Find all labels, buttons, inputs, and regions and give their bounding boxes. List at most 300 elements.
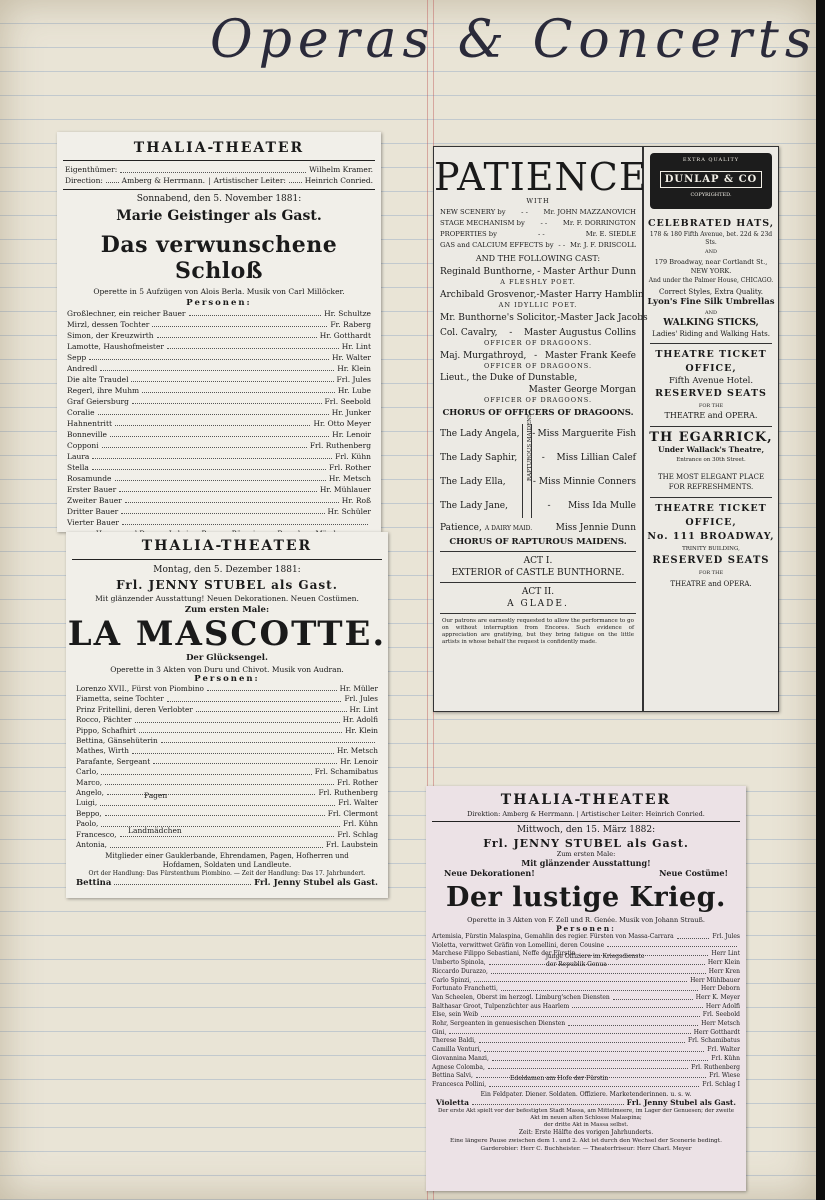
role-name: Mirzl, dessen Tochter xyxy=(67,320,150,330)
actor-name: Frl. Walter xyxy=(707,1046,740,1054)
role-name: Copponi xyxy=(67,441,99,451)
credit-name: Mr. J. F. DRISCOLL xyxy=(570,241,636,249)
cast-row xyxy=(432,933,740,942)
actor-name: Hr. Lint xyxy=(349,704,378,714)
performance-date: Sonnabend, den 5. November 1881: xyxy=(136,194,302,205)
guest-line: Frl. JENNY STUBEL als Gast. xyxy=(483,837,689,850)
cast-row xyxy=(67,330,371,341)
play-credit: Operette in 3 Akten von Duru und Chivot. Musik von Audran. xyxy=(110,665,344,674)
credit-name: Mr. JOHN MAZZANOVICH xyxy=(543,208,636,216)
role-name: Marchese Filippo Sebastiani, Neffe der Fürstin xyxy=(432,950,576,958)
role-name: Parafante, Sergeant xyxy=(76,756,151,766)
role-note: OFFICER OF DRAGOONS. xyxy=(483,362,593,370)
role-name: Balthasar Groot, Tulpenzüchter aus Haarlem xyxy=(432,1002,570,1010)
cast-row xyxy=(432,1055,740,1064)
cast-row xyxy=(67,484,371,495)
officers-note: junge Offiziere im Kriegsdienste der Republik Genua xyxy=(546,953,645,968)
new-decor: Neue Dekorationen! xyxy=(444,868,535,878)
actor-name: Herr K. Meyer xyxy=(695,993,740,1001)
role-name: Agnese Colomba, xyxy=(432,1063,485,1071)
role-name: Reginald Bunthorne, xyxy=(440,267,535,277)
actor-name: Hr. Metsch xyxy=(328,474,371,484)
actor-name: Master Jack Jacobs xyxy=(560,313,648,323)
role-name: Antonia, xyxy=(76,840,107,850)
cast-row xyxy=(432,1064,740,1073)
maiden-row: The Lady Jane, - Miss Ida Mulle xyxy=(440,494,636,518)
production-notes xyxy=(426,868,746,878)
actor-name: Frl. Ruthenberg xyxy=(691,1063,740,1071)
play-title: Das verwunschene Schloß xyxy=(100,232,338,285)
role-name: Vierter Bauer xyxy=(67,518,119,528)
actor-name: Hr. Gotthardt xyxy=(319,331,371,341)
ad-trinity: TRINITY BUILDING, xyxy=(682,545,740,552)
role-name: Großlechner, ein reicher Bauer xyxy=(67,309,186,319)
ad-ticket-office: THEATRE TICKET OFFICE, xyxy=(655,349,767,374)
ad-theatre-opera-2: THEATRE and OPERA. xyxy=(670,579,752,588)
actor-name: Master Frank Keefe xyxy=(544,351,636,361)
cast-row xyxy=(67,407,371,418)
divider xyxy=(440,582,636,583)
ensemble-line: Mitglieder einer Gauklerbande, Ehrendamen, Pagen, Hofherren und xyxy=(105,851,349,860)
play-subtitle: Der Glücksengel. xyxy=(186,653,268,663)
cast-row xyxy=(432,968,740,977)
actor-name: Frl. Kühn xyxy=(711,1054,740,1062)
cast-row xyxy=(67,451,371,462)
actor-name: Master Arthur Dunn xyxy=(542,267,636,277)
logo-copyright: COPYRIGHTED. xyxy=(690,192,732,198)
actor-name: Frl. Seebold xyxy=(324,397,371,407)
actor-name: Frl. Rother xyxy=(329,463,371,473)
role-name: Die alte Traudel xyxy=(67,375,129,385)
role-name: Bettina, Gänsehüterin xyxy=(76,736,158,746)
actor-name: Hr. Junker xyxy=(331,408,371,418)
pause-line: Eine längere Pause zwischen dem 1. und 2. Akt ist durch den Wechsel der Scenerie bedingt. xyxy=(450,1137,722,1144)
ad-broadway: No. 111 BROADWAY, xyxy=(647,530,775,542)
ad-umbrellas: Lyon's Fine Silk Umbrellas xyxy=(647,297,775,307)
actor-name: Frl. Walter xyxy=(338,798,378,808)
role-name: The Lady Angela, xyxy=(440,429,520,439)
role-name: The Lady Saphir, xyxy=(440,453,518,463)
role-name: Mr. Bunthorne's Solicitor, xyxy=(440,313,558,323)
maiden-row: The Lady Angela, - Miss Marguerite Fish xyxy=(440,422,636,446)
role-name: Coralie xyxy=(67,408,95,418)
cast-row xyxy=(432,1081,740,1090)
role-name: Laura xyxy=(67,452,90,462)
duke-entry xyxy=(434,372,642,404)
production-notes: Mit glänzender Ausstattung! Neuen Dekorationen. Neuen Costümen. xyxy=(95,594,359,603)
role-name: The Lady Jane, xyxy=(440,501,508,511)
maiden-row: The Lady Ella, - Miss Minnie Conners xyxy=(440,470,636,494)
role-name: Fortunato Franchetti, xyxy=(432,985,498,993)
cast-list xyxy=(434,266,648,370)
cast-row xyxy=(67,396,371,407)
cast-row xyxy=(432,1029,740,1038)
cast-row xyxy=(67,352,371,363)
actor-name: Hr. Lenoir xyxy=(332,430,371,440)
role-name: Lorenzo XVII., Fürst von Piombino xyxy=(76,684,204,693)
credit-name: Mr. F. DORRINGTON xyxy=(562,219,636,227)
divider xyxy=(63,189,375,190)
act-two: ACT II. xyxy=(521,587,555,597)
role-name: Graf Geiersburg xyxy=(67,397,129,407)
divider xyxy=(63,160,375,161)
role-name: Simon, der Kreuzwirth xyxy=(67,331,154,341)
divider xyxy=(440,613,636,614)
ad-and-2: AND xyxy=(705,309,717,316)
role-name: Umberto Spinola, xyxy=(432,959,486,967)
cast-entry: Reginald Bunthorne, - Master Arthur Dunn A FLESHLY POET. xyxy=(440,267,636,286)
role-name: Artemisia, Fürstin Malaspina, Gemahlin des regier. Fürsten von Massa-Carrara xyxy=(432,933,674,940)
cast-row xyxy=(432,994,740,1003)
theater-name: THALIA-THEATER xyxy=(141,538,313,554)
cast-row xyxy=(67,308,371,319)
theater-name: THALIA-THEATER xyxy=(500,792,672,808)
actor-name: Hr. Adolfi xyxy=(342,715,378,725)
actor-name: Frl. Jules xyxy=(336,375,371,385)
role-name: Bonneville xyxy=(67,430,107,440)
ad-city: NEW YORK. xyxy=(690,266,732,275)
actor-name: Herr Metsch xyxy=(701,1020,740,1028)
role-name: Rocco, Pächter xyxy=(76,715,132,725)
ad-entrance: Entrance on 30th Street. xyxy=(676,457,746,463)
cast-row xyxy=(67,363,371,374)
lead-actor: Frl. Jenny Stubel als Gast. xyxy=(254,877,378,888)
actor-name: Frl. Schlag I xyxy=(702,1080,740,1088)
cast-entry: Col. Cavalry, - Master Augustus Collins OFFICER OF DRAGOONS. xyxy=(440,328,636,347)
actor-name: Frl. Jules xyxy=(712,933,740,940)
divider xyxy=(432,821,740,822)
program-title: PATIENCE xyxy=(434,155,648,199)
ad-reserved-seats: RESERVED SEATS xyxy=(655,387,767,399)
cast-row xyxy=(432,1037,740,1046)
role-note: AN IDYLLIC POET. xyxy=(498,301,578,309)
actor-name: Herr Adolfi xyxy=(705,1002,740,1010)
lead-role-row xyxy=(426,1098,746,1108)
performance-date: Mittwoch, den 15. März 1882: xyxy=(516,825,656,835)
actor-name: Hr. Metsch xyxy=(337,746,378,756)
program-cast-panel xyxy=(433,146,648,712)
cast-row xyxy=(67,385,371,396)
credit-label: NEW SCENERY by xyxy=(440,208,506,216)
actor-name: Frl. Seebold xyxy=(702,1011,740,1019)
credit-row: STAGE MECHANISM by - - Mr. F. DORRINGTON xyxy=(440,219,636,227)
ad-address-1: 178 & 180 Fifth Avenue, bet. 22d & 23d Sts. xyxy=(649,231,773,246)
credit-label: STAGE MECHANISM by xyxy=(440,219,525,227)
actor-name: Frl. Schlag xyxy=(337,829,378,839)
actor-name: Frl. Rother xyxy=(337,777,378,787)
role-name: Paolo, xyxy=(76,819,99,829)
actor-name: Master Augustus Collins xyxy=(523,328,636,338)
role-name: Else, sein Weib xyxy=(432,1011,479,1019)
direction-name: Amberg & Herrmann. xyxy=(121,175,206,185)
cast-list xyxy=(66,684,388,851)
ad-hotel: Fifth Avenue Hotel. xyxy=(668,376,754,386)
divider xyxy=(72,559,382,560)
cast-row xyxy=(67,440,371,451)
advertisement-panel xyxy=(643,146,779,712)
cast-row xyxy=(432,1003,740,1012)
cast-row xyxy=(432,942,740,951)
guest-line: Marie Geistinger als Gast. xyxy=(116,208,322,225)
play-title: Der lustige Krieg. xyxy=(446,882,726,913)
performance-date: Montag, den 5. Dezember 1881: xyxy=(153,565,301,575)
time-line: Zeit: Erste Hälfte des vorigen Jahrhunderts. xyxy=(518,1128,654,1136)
actor-name: Frl. Kühn xyxy=(343,819,378,829)
cast-row xyxy=(76,684,378,694)
role-note: OFFICER OF DRAGOONS. xyxy=(483,396,593,404)
role-note: A FLESHLY POET. xyxy=(500,278,576,286)
role-name: Rosamunde xyxy=(67,474,112,484)
actor-name: Miss Minnie Conners xyxy=(538,477,636,487)
role-name: Patience, xyxy=(440,523,482,533)
ladies-note: Edeldamen am Hofe der Fürstin xyxy=(510,1075,609,1082)
lead-role: Bettina xyxy=(76,877,112,888)
cast-row xyxy=(76,715,378,725)
production-credits xyxy=(434,207,642,251)
chorus-line: CHORUS OF OFFICERS OF DRAGOONS. xyxy=(442,408,634,418)
ad-for-the: FOR THE xyxy=(698,402,724,409)
ad-reserved-seats-2: RESERVED SEATS xyxy=(652,555,770,566)
role-name: Francesco, xyxy=(76,829,117,839)
cast-row xyxy=(67,517,371,528)
cast-row xyxy=(67,429,371,440)
role-name: Rohr, Sergeanten in genuesischen Diensten xyxy=(432,1020,566,1028)
role-name: Francesca Pollini, xyxy=(432,1080,487,1088)
cast-row xyxy=(76,694,378,704)
ad-styles: Correct Styles, Extra Quality. xyxy=(659,287,763,296)
role-name: Bettina Salvi, xyxy=(432,1072,473,1080)
credit-row: GAS and CALCIUM EFFECTS by - - Mr. J. F. DRISCOLL xyxy=(440,241,636,249)
role-name: Zweiter Bauer xyxy=(67,496,122,506)
actor-name: Frl. Schamibatus xyxy=(314,767,378,777)
crew-line: Garderobier: Herr C. Buchheister. — Theaterfriseur: Herr Charl. Meyer xyxy=(480,1145,692,1152)
maidens-label: RAPTUROUS MAIDENS xyxy=(527,413,533,481)
first-time-line: Zum ersten Male: xyxy=(184,605,270,615)
act-two-scene: A GLADE. xyxy=(507,599,569,609)
role-note: OFFICER OF DRAGOONS. xyxy=(483,339,593,347)
role-name: Riccardo Durazzo, xyxy=(432,967,488,975)
role-name: Luigi, xyxy=(76,798,98,808)
logo-brand: DUNLAP & CO xyxy=(660,171,763,188)
role-name: Stella xyxy=(67,463,89,473)
role-name: Gini, xyxy=(432,1028,447,1036)
cast-row xyxy=(76,736,378,746)
actor-name: Hr. Lint xyxy=(341,342,371,352)
chorus-line: CHORUS OF RAPTUROUS MAIDENS. xyxy=(449,537,627,547)
peasants-group-label: Landmädchen xyxy=(128,826,182,835)
maiden-row: The Lady Saphir, - Miss Lillian Calef xyxy=(440,446,636,470)
cast-row xyxy=(67,506,371,517)
cast-row xyxy=(76,757,378,767)
patience-row xyxy=(434,522,642,535)
divider xyxy=(650,426,772,427)
play-credit: Operette in 5 Aufzügen von Alois Berla. Musik von Carl Millöcker. xyxy=(93,287,345,297)
actor-name: Hr. Klein xyxy=(345,725,378,735)
handwritten-heading: Operas & Concerts xyxy=(210,10,818,70)
role-name: Archibald Grosvenor, xyxy=(440,290,537,300)
cast-row xyxy=(76,798,378,808)
actor-name: Frl. Wiese xyxy=(709,1072,740,1080)
role-name: Regerl, ihre Muhm xyxy=(67,386,140,396)
owner-row xyxy=(65,165,373,176)
ensemble-line-2: Hofdamen, Soldaten und Landleute. xyxy=(162,860,292,869)
actor-name: Frl. Ruthenberg xyxy=(309,441,371,451)
ad-wallack: Under Wallack's Theatre, xyxy=(657,444,765,454)
first-time-line: Zum ersten Male: xyxy=(556,850,616,858)
lead-actor: Frl. Jenny Stubel als Gast. xyxy=(626,1097,736,1107)
act-one: ACT I. xyxy=(523,556,553,566)
role-name: Col. Cavalry, xyxy=(440,328,498,338)
role-name: Carlo Spinzi, xyxy=(432,976,472,984)
actor-name: Miss Marguerite Fish xyxy=(537,429,636,439)
credit-name: Mr. E. SIEDLE xyxy=(585,230,636,238)
cast-row xyxy=(76,830,378,840)
actor-name: Hr. Klein xyxy=(337,364,371,374)
ad-for-the-2: FOR THE xyxy=(698,570,724,576)
actor-name: Hr. Walter xyxy=(331,353,371,363)
cast-row xyxy=(67,473,371,484)
cast-row xyxy=(67,341,371,352)
ad-palmer: And under the Palmer House, CHICAGO. xyxy=(648,277,774,284)
role-name: Marco, xyxy=(76,777,103,787)
owner-label: Eigenthümer: xyxy=(65,165,118,174)
ensemble-line: Ein Feldpater. Diener. Soldaten. Offiziere. Marketenderinnen. u. s. w. xyxy=(480,1090,692,1098)
divider xyxy=(650,497,772,498)
actor-name: Master George Morgan xyxy=(528,385,636,395)
cast-row xyxy=(432,1011,740,1020)
cast-row xyxy=(76,767,378,777)
cast-heading: Personen: xyxy=(186,298,252,309)
cast-row xyxy=(76,778,378,788)
role-name: Fiametta, seine Tochter xyxy=(76,694,164,704)
role-name: Carlo, xyxy=(76,767,99,777)
actor-name: Fr. Raberg xyxy=(330,320,371,330)
actor-name: Hr. Mühlauer xyxy=(319,485,371,495)
actor-name: Frl. Laubstein xyxy=(325,840,378,850)
setting-line: Ort der Handlung: Das Fürstenthum Piombino. — Zeit der Handlung: Das 17. Jahrhundert. xyxy=(88,869,366,877)
actor-name: Herr Lint xyxy=(711,950,740,958)
play-title: LA MASCOTTE. xyxy=(67,614,387,654)
art-label: Artistischer Leiter: xyxy=(213,175,286,185)
ad-refreshments: FOR REFRESHMENTS. xyxy=(668,483,754,491)
guest-line: Frl. JENNY STUBEL als Gast. xyxy=(116,578,338,592)
actor-name: Hr. Lube xyxy=(337,386,371,396)
actor-name: Frl. Kühn xyxy=(335,452,371,462)
direction-line: Direktion: Amberg & Herrmann. | Artistischer Leiter: Heinrich Conried. xyxy=(467,810,705,818)
role-name: Violetta, verwittwet Gräfin von Lomellini, deren Cousine xyxy=(432,941,605,949)
actor-name: Frl. Clermont xyxy=(327,808,378,818)
cast-list xyxy=(426,933,746,1090)
actor-name: Miss Jennie Dunn xyxy=(555,523,636,533)
credit-label: GAS and CALCIUM EFFECTS by xyxy=(440,241,554,249)
actor-name: Herr Kren xyxy=(708,967,740,975)
role-name: Therese Baldi, xyxy=(432,1037,476,1045)
actor-name: Herr Deborn xyxy=(701,985,740,993)
role-name: Camilla Venturi, xyxy=(432,1046,482,1054)
actor-name: Hr. Schultze xyxy=(324,309,371,319)
actor-name: Hr. Schüler xyxy=(327,507,371,517)
direction-row: Direction: Amberg & Herrmann. | Artistischer Leiter: Heinrich Conried. xyxy=(65,175,374,185)
dunlap-logo xyxy=(650,153,772,209)
ad-ticket-office-2: THEATRE TICKET OFFICE, xyxy=(655,502,767,528)
lead-role-row xyxy=(66,878,388,889)
credit-row: NEW SCENERY by - - Mr. JOHN MAZZANOVICH xyxy=(440,208,636,216)
cast-row xyxy=(432,977,740,986)
cast-row xyxy=(76,840,378,850)
patience-program xyxy=(433,146,779,712)
cast-row xyxy=(432,1020,740,1029)
role-note: A DAIRY MAID. xyxy=(484,525,533,532)
role-name: Maj. Murgathroyd, xyxy=(440,351,527,361)
role-name: Angelo, xyxy=(76,788,105,798)
ad-and: AND xyxy=(705,249,717,255)
owner-name: Wilhelm Kramer. xyxy=(309,165,373,174)
credit-row: PROPERTIES by - - Mr. E. SIEDLE xyxy=(440,230,636,238)
ad-hats: CELEBRATED HATS, xyxy=(647,218,775,229)
actor-name: Frl. Ruthenberg xyxy=(318,788,378,798)
cast-entry: Maj. Murgathroyd, - Master Frank Keefe OFFICER OF DRAGOONS. xyxy=(440,351,636,370)
cast-entry: Archibald Grosvenor, - Master Harry Hamblin AN IDYLLIC POET. xyxy=(440,290,644,309)
role-name: Van Scheelen, Oberst im herzogl. Limburg'schen Diensten xyxy=(432,993,610,1001)
act-note-2: der dritte Akt in Massa selbst. xyxy=(543,1121,629,1128)
cast-row xyxy=(432,985,740,994)
cast-row xyxy=(76,705,378,715)
role-name: The Lady Ella, xyxy=(440,477,506,487)
theater-name: THALIA-THEATER xyxy=(133,140,305,156)
new-costumes: Neue Costüme! xyxy=(659,868,728,878)
actor-name: Hr. Otto Meyer xyxy=(313,419,371,429)
act-one-scene: EXTERIOR of CASTLE BUNTHORNE. xyxy=(451,568,625,578)
role-name: Andredl xyxy=(67,364,98,374)
actor-name: Miss Lillian Calef xyxy=(556,453,636,463)
role-name: Giovannina Manzi, xyxy=(432,1054,489,1062)
production-line: Mit glänzender Ausstattung! xyxy=(521,858,651,868)
actor-name: Herr Gotthardt xyxy=(693,1028,740,1036)
actor-name: Herr Klein xyxy=(707,959,740,967)
ad-theatre-opera: THEATRE and OPERA. xyxy=(664,411,758,420)
role-name: Beppo, xyxy=(76,808,102,818)
pages-group-label: Pagen xyxy=(144,791,168,800)
with-label: WITH xyxy=(526,197,550,205)
actor-name: Herr Mühlbauer xyxy=(690,976,740,984)
cast-row xyxy=(432,1046,740,1055)
ad-garrick: TH EGARRICK, xyxy=(649,429,773,445)
ad-address-2: 179 Broadway, near Cortlandt St., xyxy=(654,257,768,266)
cast-row xyxy=(76,746,378,756)
ad-elegant: THE MOST ELEGANT PLACE xyxy=(657,472,765,481)
playbill-clipping-mascotte xyxy=(66,532,388,898)
divider xyxy=(440,551,636,552)
cast-heading: Personen: xyxy=(194,674,260,684)
role-name: Sepp xyxy=(67,353,87,363)
divider xyxy=(650,343,772,344)
role-name: Hahnentritt xyxy=(67,419,112,429)
direction-label: Direction: xyxy=(65,175,103,185)
role-name: Prinz Fritellini, deren Verlobter xyxy=(76,704,193,714)
role-name: Dritter Bauer xyxy=(67,507,119,517)
cast-row xyxy=(76,788,378,798)
role-name: Mathes, Wirth xyxy=(76,746,129,756)
cast-row xyxy=(76,726,378,736)
actor-name: Hr. Roß xyxy=(341,496,371,506)
cast-row xyxy=(76,819,378,829)
cast-row xyxy=(67,374,371,385)
cast-list xyxy=(57,308,381,528)
cast-row xyxy=(67,319,371,330)
actor-name: Hr. Lenoir xyxy=(340,756,378,766)
lead-role: Violetta xyxy=(436,1097,469,1107)
role-name: Erster Bauer xyxy=(67,485,117,495)
